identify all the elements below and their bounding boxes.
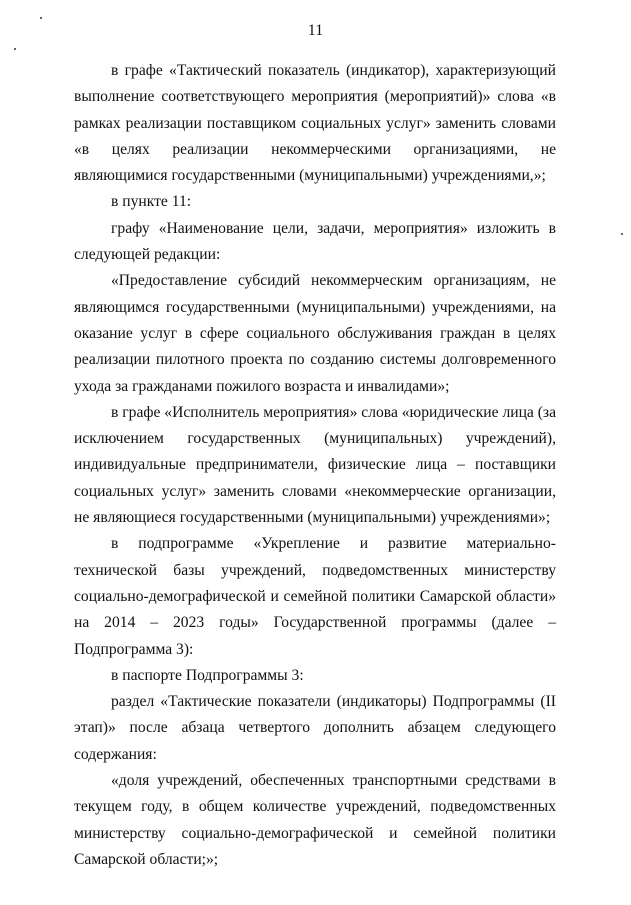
paragraph-goal-column: графу «Наименование цели, задачи, мероприятия» изложить в следующей редакции: — [74, 219, 556, 264]
paragraph-passport: в паспорте Подпрограммы 3: — [111, 666, 304, 684]
paragraph-executor-column: в графе «Исполнитель мероприятия» слова «юридические лица (за исключением государственных (муниципальных) учреждений), индивидуальные предприниматели, физические лица – поставщики социальных услуг» заменить словами «некоммерческие организации, не являющиеся государственными (муниципальными) учреждениями»; — [74, 403, 557, 527]
paragraph-subprogram: в подпрограмме «Укрепление и развитие материально-технической базы учреждений, подведомственных министерству социально-демографической и семейной политики Самарской области» на 2014 – 2023 годы» Государственной программы (далее – Подпрограмма 3): — [74, 535, 556, 658]
paragraph-subsidy-quote: «Предоставление субсидий некоммерческим организациям, не являющимся государственными (муниципальными) учреждениями, на оказание услуг в сфере социального обслуживания граждан в целях реализации пилотного проекта по созданию системы долговременного ухода за гражданами пожилого возраста и инвалидами»; — [74, 272, 556, 395]
scan-mark-1 — [40, 17, 42, 19]
paragraph-tactical-indicator: в графе «Тактический показатель (индикатор), характеризующий выполнение соответствующего мероприятия (мероприятий)» слова «в рамках реализации поставщиком социальных услуг» заменить словами «в целях реализации некоммерческими организациями, не являющимися государственными (муниципальными) учреждениями,»; — [74, 62, 556, 185]
paragraph-section-indicators: раздел «Тактические показатели (индикаторы) Подпрограммы (II этап)» после абзаца четвертого дополнить абзацем следующего содержания: — [74, 693, 556, 763]
scan-mark-2 — [14, 48, 16, 50]
paragraph-share-quote: «доля учреждений, обеспеченных транспортными средствами в текущем году, в общем количестве учреждений, подведомственных министерству социально-демографической и семейной политики Самарской области;»; — [74, 772, 556, 868]
scan-mark-3 — [621, 233, 623, 235]
paragraph-point-11: в пункте 11: — [111, 193, 192, 211]
page-number: 11 — [307, 22, 324, 39]
document-body — [74, 58, 556, 873]
